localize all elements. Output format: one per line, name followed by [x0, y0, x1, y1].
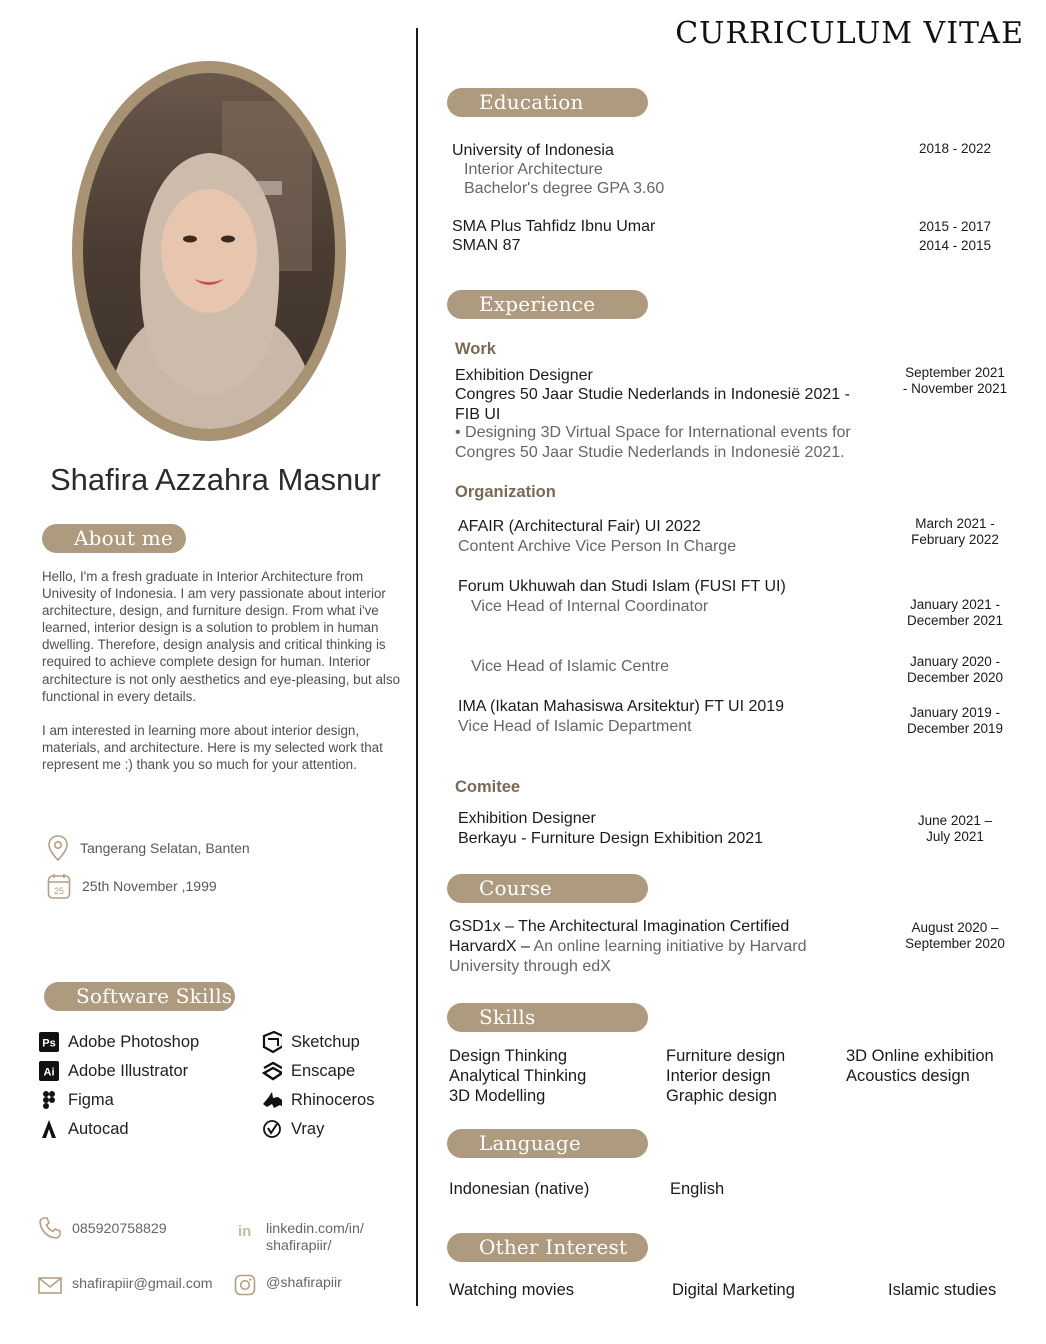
organization-subheading: Organization [455, 483, 556, 501]
interest-item: Digital Marketing [672, 1281, 795, 1299]
education-date-1: 2018 - 2022 [918, 141, 992, 156]
calendar-day: 25 [53, 886, 65, 896]
org3-date-line2: December 2019 [906, 721, 1004, 736]
org3-date [895, 705, 1015, 737]
software-label: Vray [291, 1119, 325, 1138]
skill-item: Furniture design [666, 1047, 786, 1065]
work-date-line2: - November 2021 [902, 381, 1008, 396]
about-paragraph-1: Hello, I'm a fresh graduate in Interior Architecture from Univesity of Indonesia. I am very passionate about interior architecture, design, and furniture design. From what i've learned, interior design is a solution to problem in human dwelling. Therefore, design analysis and critical thinking is required to achieve complete design for human. Interior architecture is not only aesthetics and eye-pleasing, but also functional in every details. [42, 569, 401, 704]
org2-role2-date-line1: January 2020 - [909, 654, 1001, 669]
illustrator-icon [39, 1061, 59, 1081]
course-title: GSD1x – The Architectural Imagination Certified [449, 918, 790, 935]
interest-item: Islamic studies [888, 1281, 997, 1299]
course-heading: Course [447, 874, 648, 903]
committee-title: Exhibition Designer [458, 810, 596, 827]
column-divider [416, 28, 418, 1306]
org1-date-line2: February 2022 [911, 532, 999, 547]
photoshop-icon [39, 1032, 59, 1052]
committee-date-line2: July 2021 [926, 829, 984, 844]
course-provider: HarvardX – [449, 938, 530, 955]
skill-item: Acoustics design [846, 1067, 970, 1085]
software-item-vray [262, 1119, 324, 1139]
education-major: Interior Architecture [464, 161, 603, 178]
org2-role1-date-line1: January 2021 - [909, 597, 1001, 612]
committee-subheading: Comitee [455, 778, 521, 796]
org2-role-1: Vice Head of Internal Coordinator [471, 598, 709, 615]
committee-date [895, 813, 1015, 845]
profile-photo [72, 61, 346, 442]
org2-role2-date [895, 654, 1015, 686]
committee-event: Berkayu - Furniture Design Exhibition 2021 [458, 830, 764, 847]
skills-column-1 [449, 1046, 586, 1106]
work-date [895, 365, 1015, 397]
education-date-2: 2015 - 2017 [918, 219, 992, 234]
skill-item: Interior design [666, 1067, 771, 1085]
linkedin-url-line2: shafirapiir/ [266, 1238, 332, 1254]
location-row [46, 834, 250, 862]
svg-text:Ai: Ai [43, 1066, 55, 1079]
org2-role1-date-line2: December 2021 [906, 613, 1004, 628]
course-date [895, 920, 1015, 952]
education-school-1: University of Indonesia [452, 142, 614, 159]
rhinoceros-icon [262, 1090, 282, 1110]
vray-icon [262, 1119, 282, 1139]
full-name: Shafira Azzahra Masnur [50, 462, 381, 497]
skill-item: Graphic design [666, 1087, 777, 1105]
about-text [42, 568, 402, 773]
work-event: Congres 50 Jaar Studie Nederlands in Indonesië 2021 - FIB UI [455, 386, 850, 423]
linkedin-url [266, 1221, 364, 1255]
phone-number: 085920758829 [72, 1221, 167, 1237]
work-description: • Designing 3D Virtual Space for International events for Congres 50 Jaar Studie Nederlands in Indonesië 2021. [455, 424, 851, 461]
language-item: Indonesian (native) [449, 1180, 590, 1198]
skill-item: 3D Modelling [449, 1087, 546, 1105]
org1-role: Content Archive Vice Person In Charge [458, 538, 737, 555]
instagram-handle: @shafirapiir [266, 1275, 342, 1291]
about-paragraph-2: I am interested in learning more about interior design, materials, and architecture. Here is my selected work that represent me :) thank you so much for your attention. [42, 722, 383, 772]
cv-title: CURRICULUM VITAE [675, 16, 1024, 51]
software-item-enscape [262, 1061, 355, 1081]
education-heading: Education [447, 88, 648, 117]
org3-role: Vice Head of Islamic Department [458, 718, 692, 735]
software-heading: Software Skills [44, 982, 235, 1011]
education-date-3: 2014 - 2015 [918, 238, 992, 253]
language-item: English [670, 1180, 725, 1198]
software-label: Rhinoceros [291, 1090, 375, 1109]
work-subheading: Work [455, 340, 496, 358]
interest-heading: Other Interest [447, 1233, 648, 1262]
course-date-line1: August 2020 – [911, 920, 999, 935]
work-date-line1: September 2021 [905, 365, 1005, 380]
software-item-sketchup [262, 1032, 360, 1052]
instagram-contact[interactable] [234, 1274, 342, 1296]
language-heading: Language [447, 1129, 648, 1158]
email-contact[interactable] [38, 1275, 213, 1295]
skills-heading: Skills [447, 1003, 648, 1032]
org2-role2-date-line2: December 2020 [906, 670, 1004, 685]
svg-text:Ps: Ps [42, 1037, 56, 1050]
software-item-figma [39, 1090, 114, 1110]
interest-item: Watching movies [449, 1281, 575, 1299]
work-title: Exhibition Designer [455, 367, 593, 384]
software-label: Adobe Photoshop [68, 1032, 200, 1051]
org2-name: Forum Ukhuwah dan Studi Islam (FUSI FT UI) [458, 578, 786, 595]
org3-date-line1: January 2019 - [909, 705, 1001, 720]
software-item-photoshop [39, 1032, 199, 1052]
sketchup-icon [262, 1032, 282, 1052]
autocad-icon [39, 1119, 59, 1139]
svg-text:in: in [238, 1223, 252, 1240]
software-item-rhinoceros [262, 1090, 374, 1110]
birthday-row [46, 872, 217, 900]
skill-item: Analytical Thinking [449, 1067, 587, 1085]
software-label: Adobe Illustrator [68, 1061, 189, 1080]
education-school-3: SMAN 87 [452, 237, 521, 254]
map-pin-icon [46, 834, 70, 862]
linkedin-icon [236, 1221, 256, 1241]
org1-date-line1: March 2021 - [915, 516, 995, 531]
org1-name: AFAIR (Architectural Fair) UI 2022 [458, 518, 701, 535]
phone-icon [38, 1216, 62, 1240]
instagram-icon [234, 1274, 256, 1296]
mail-icon [38, 1275, 62, 1295]
software-label: Enscape [291, 1061, 356, 1080]
skill-item: 3D Online exhibition [846, 1047, 994, 1065]
linkedin-url-line1: linkedin.com/in/ [266, 1221, 364, 1237]
education-school-2: SMA Plus Tahfidz Ibnu Umar [452, 218, 656, 235]
software-item-autocad [39, 1119, 129, 1139]
software-label: Autocad [68, 1119, 129, 1138]
org3-name: IMA (Ikatan Mahasiswa Arsitektur) FT UI 2019 [458, 698, 785, 715]
birthday-text: 25th November ,1999 [82, 878, 217, 894]
skills-column-3 [846, 1046, 994, 1086]
calendar-icon [46, 872, 72, 900]
org1-date [895, 516, 1015, 548]
committee-date-line1: June 2021 – [917, 813, 993, 828]
email-address: shafirapiir@gmail.com [72, 1276, 213, 1292]
enscape-icon [262, 1061, 282, 1081]
software-label: Figma [68, 1090, 114, 1109]
skill-item: Design Thinking [449, 1047, 568, 1065]
about-heading: About me [42, 524, 186, 553]
location-text: Tangerang Selatan, Banten [80, 840, 250, 856]
phone-contact[interactable] [38, 1216, 167, 1240]
course-provider-desc: An online learning initiative by Harvard University through edX [449, 938, 807, 975]
figma-icon [39, 1090, 59, 1110]
education-degree: Bachelor's degree GPA 3.60 [464, 180, 665, 197]
software-label: Sketchup [291, 1032, 360, 1051]
software-item-illustrator [39, 1061, 188, 1081]
skills-column-2 [666, 1046, 785, 1106]
org2-role-2: Vice Head of Islamic Centre [471, 658, 670, 675]
course-provider-block [449, 937, 839, 976]
experience-heading: Experience [447, 290, 648, 319]
linkedin-contact[interactable] [236, 1221, 364, 1255]
org2-role1-date [895, 597, 1015, 629]
course-date-line2: September 2020 [905, 936, 1005, 951]
